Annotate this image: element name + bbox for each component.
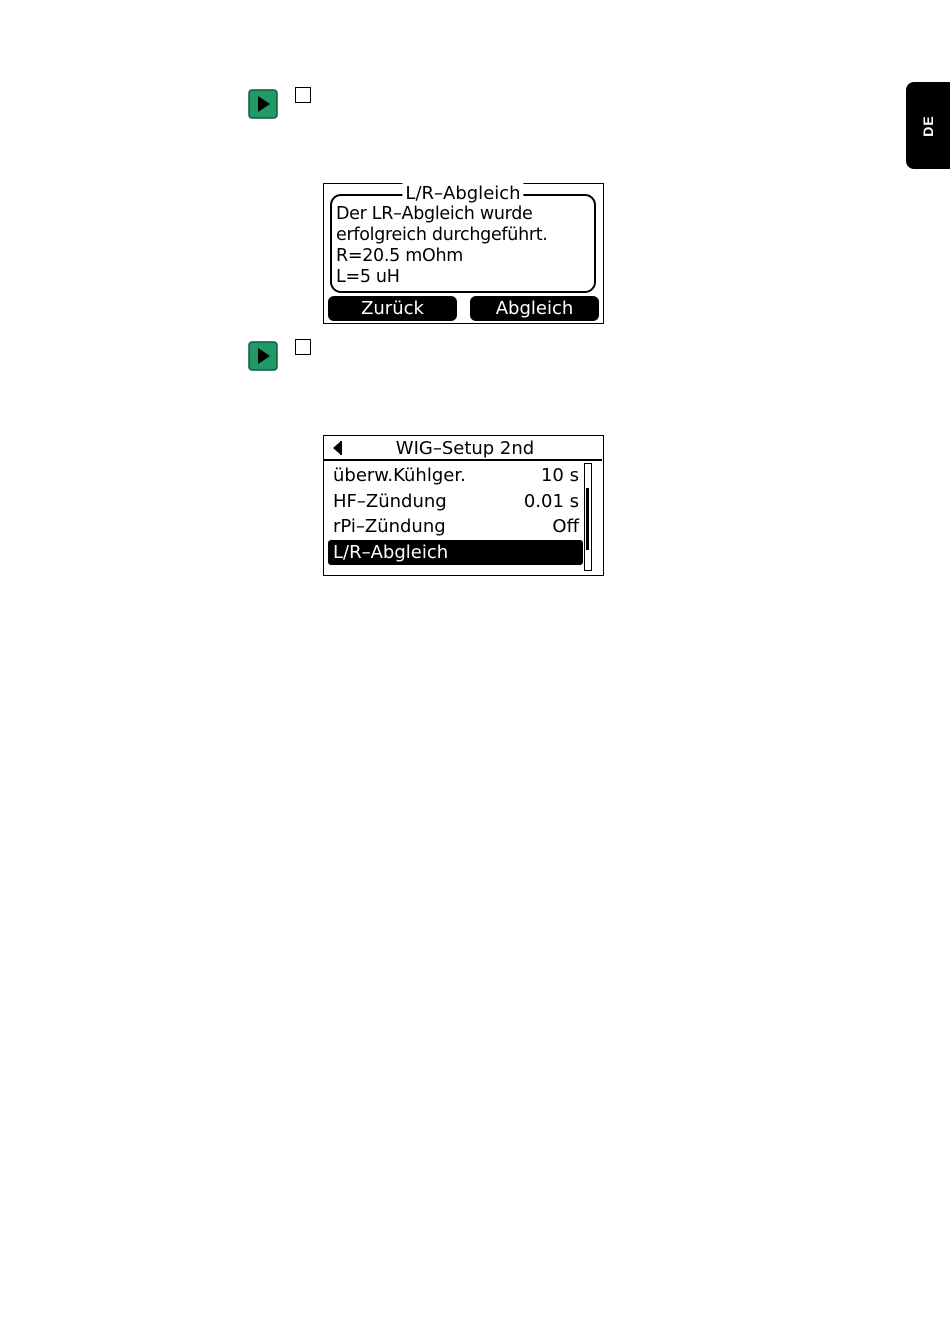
lcd-screen-menu <box>323 435 604 576</box>
menu-item-label: HF–Zündung <box>333 490 447 512</box>
language-tab-label: DE <box>920 114 936 137</box>
calibrate-button[interactable]: Abgleich <box>470 296 599 321</box>
menu-item-value: 10 s <box>540 465 579 486</box>
step-checkbox-2[interactable] <box>295 339 311 355</box>
menu-item-value: 0.01 s <box>523 490 579 512</box>
menu-scrollbar[interactable] <box>584 463 592 571</box>
menu-item-lr-calibration[interactable] <box>328 540 583 566</box>
dialog-message <box>336 204 548 288</box>
dialog-line-inductance: L=5 uH <box>336 267 400 287</box>
back-button[interactable]: Zurück <box>328 296 457 321</box>
play-icon <box>248 89 278 119</box>
dialog-line: Der LR–Abgleich wurde <box>336 204 533 224</box>
menu-header <box>324 436 602 461</box>
menu-item-label: rPi–Zündung <box>333 516 446 537</box>
menu-list <box>328 463 583 565</box>
dialog-line-resistance: R=20.5 mOhm <box>336 246 464 266</box>
menu-item-value: Off <box>552 516 579 537</box>
lcd-screen-dialog <box>323 183 604 324</box>
dialog-line: erfolgreich durchgeführt. <box>336 225 548 245</box>
menu-item-rpi-ignition[interactable] <box>328 514 583 540</box>
menu-item-cooler-monitor[interactable] <box>328 463 583 489</box>
menu-title: WIG–Setup 2nd <box>395 438 535 459</box>
menu-item-hf-ignition[interactable] <box>328 489 583 515</box>
menu-item-label: überw.Kühlger. <box>333 465 466 486</box>
play-icon <box>248 341 278 371</box>
step-marker-1 <box>248 87 328 121</box>
language-tab <box>906 82 950 169</box>
menu-item-label: L/R–Abgleich <box>333 541 449 563</box>
step-checkbox-1[interactable] <box>295 87 311 103</box>
step-marker-2 <box>248 339 328 373</box>
scrollbar-thumb[interactable] <box>586 488 589 550</box>
dialog-title: L/R–Abgleich <box>402 183 523 205</box>
dialog-box <box>330 183 596 293</box>
